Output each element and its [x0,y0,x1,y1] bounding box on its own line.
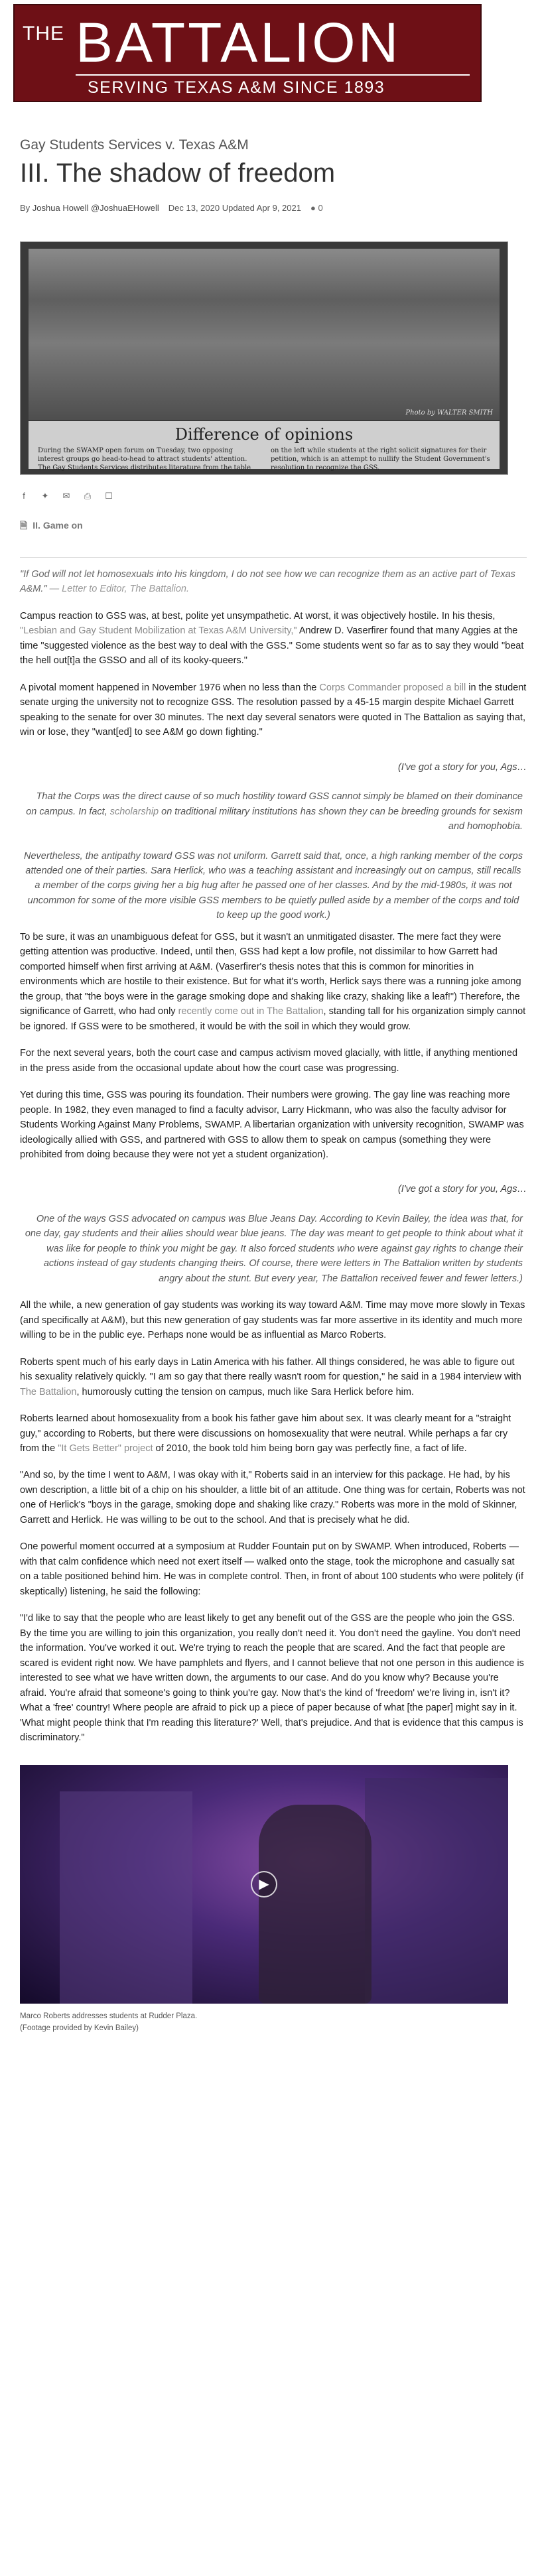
masthead-tagline: SERVING TEXAS A&M SINCE 1893 [88,78,385,97]
masthead-the: THE [23,23,64,44]
paragraph-text: To be sure, it was an unambiguous defeat for GSS, but it wasn't an unmitigated disaster. The mere fact they were getting attention was productive. Indeed, until then, GSS had kept a low profile, not dissimilar to how Garrett had comported himself when first arriving at A&M. (Vaserfirer's thesis notes that this is common for minorities in environments which are hostile to their existence. But for what it's worth, Herlick says there was a running joke among the group, that "the boys were in the garage smoking dope and shaking like crazy, shaking like a leaf!") Therefore, the significance of Garrett, who had only [20,931,521,1017]
paragraph: "And so, by the time I went to A&M, I was okay with it," Roberts said in an interview for this package. He had, by his own description, a little bit of a chip on his shoulder, a little bit of an attitude. One thing was for certain, Roberts was not one of Herlick's "boys in the garage, smoking dope and shaking like crazy." Roberts was more in the mold of Skinner, Garrett and Herlick. He was willing to be out to the school. And that is precisely what he did. [20,1470,525,1525]
document-icon: 🗎 [20,520,28,531]
paragraph-text: Andrew D. Vaserfirer found that many Aggies at the time "suggested violence as the best way to deal with the GSS." Some students went so far as to say they would "beat the hell out[t]a the GSSO and all of its kooky-queers." [20,625,524,667]
email-icon[interactable]: ✉ [62,491,70,501]
paragraph-text: Roberts learned about homosexuality from a book his father gave him about sex. It was clearly meant for a "straight guy," according to Roberts, but there were discussions on homosexuality that were neutral. While perhaps a far cry from the [20,1413,511,1454]
article-kicker[interactable]: Gay Students Services v. Texas A&M [20,137,249,153]
paragraph-text: of 2010, the book told him being born gay was perfectly fine, a fact of life. [153,1443,467,1454]
video-background-shape [365,1778,508,2004]
masthead-name: BATTALION [76,11,401,74]
divider [20,557,527,558]
masthead-rule [76,74,470,76]
video-caption-text: Marco Roberts addresses students at Rudder Plaza. [20,2012,198,2021]
intro-quote-source[interactable]: — Letter to Editor, The Battalion. [49,584,190,595]
byline [20,202,527,215]
share-bar [20,489,527,503]
comment-icon: ● [310,203,316,213]
video-background-shape [60,1791,192,2004]
article-title: III. The shadow of freedom [20,159,336,188]
paragraph-text: That the Corps was the direct cause of so much hostility toward GSS cannot simply be blamed on their dominance on campus. In fact, [26,791,523,817]
intro-quote [20,567,527,597]
photo-scene [29,249,500,420]
paragraph: All the while, a new generation of gay students was working its way toward A&M. Time may move more slowly in Texas (and specifically at A&M), but this new generation of gay students was far more assertive in its identity and much more willing to be in the public eye. Perhaps none would be as influential as Marco Roberts. [20,1300,525,1341]
paragraph-text: A pivotal moment happened in November 1976 when no less than the [20,682,320,693]
masthead-logo[interactable] [13,4,482,102]
paragraph [20,680,527,740]
paragraph: For the next several years, both the court case and campus activism moved glacially, with little, if anything mentioned in the press aside from the occasional update about how the court case was progressing. [20,1048,518,1074]
photo-credit: Photo by WALTER SMITH [405,409,493,417]
paragraph [20,1355,527,1399]
paragraph [20,1411,527,1456]
comments-count[interactable] [310,202,323,215]
print-icon[interactable]: ⎙ [84,491,92,501]
thesis-link[interactable]: "Lesbian and Gay Student Mobilization at Texas A&M University," [20,625,297,637]
paragraph: "I'd like to say that the people who are least likely to get any benefit out of the GSS are the people who join the GSS. By the time you are willing to join this organization, you really don't need it. You don't need the gayline. You don't need the information. You've worked it out. We're trying to reach the people that are scared. And the fact that people are scared is evident right now. We have pamphlets and flyers, and I cannot believe that not one person in this audience is interested to see what we have written down, the arguments to our case. And do you know why? Because you're afraid. You're afraid that someone's going to think you're gay. Now that's the kind of 'freedom' we're living in, isn't it? What a 'free' country! Where people are afraid to pick up a piece of paper because of what [the paper] might say in it. 'What might people think that I'm reading this literature?' Well, that's prejudice. And that is evidence that this campus is discriminatory." [20,1613,524,1743]
video-speaker-shape [259,1805,371,2004]
photo-caption-text [29,444,500,475]
paragraph-text: Campus reaction to GSS was, at best, polite yet unsympathetic. At worst, it was objectively hostile. In his thesis, [20,610,496,621]
section-heading [20,519,527,533]
paragraph: One powerful moment occurred at a symposium at Rudder Fountain put on by SWAMP. When introduced, Roberts — with that calm confidence which need not exert itself — walked onto the stage, took the microphone and casually sat on a table positioned behind him. He was in complete control. Then, in front of about 100 students who were politely (if skeptically) listening, he said the following: [20,1541,524,1597]
paragraph-text: , humorously cutting the tension on campus, much like Sara Herlick before him. [76,1386,414,1397]
twitter-icon[interactable]: ✦ [41,491,49,501]
photo-caption-right: on the left while students at the right solicit signatures for their petition, which is an attempt to nullify the Student Government's resolution to recognize the GSS. [271,447,490,472]
byline-date: Dec 13, 2020 Updated Apr 9, 2021 [168,203,301,213]
bookmark-icon[interactable]: ☐ [105,491,113,501]
paragraph [20,930,527,1034]
it-gets-better-link[interactable]: "It Gets Better" project [58,1443,153,1454]
scholarship-link[interactable]: scholarship [109,806,159,817]
article-body [0,137,540,2034]
come-out-link[interactable]: recently come out in The Battalion [178,1006,324,1017]
corps-bill-link[interactable]: Corps Commander proposed a bill [319,682,466,693]
photo-caption-left: During the SWAMP open forum on Tuesday, two opposing interest groups go head-to-head to attract students' attention. The Gay Students Services distributes literature from the table [38,447,251,472]
story-aside: (I've got a story for you, Ags… [397,761,527,773]
section-title: II. Game on [33,520,83,531]
pull-paragraph [20,789,527,834]
story-aside: (I've got a story for you, Ags… [397,1184,527,1195]
paragraph-text: , standing tall for his organization simply cannot be ignored. If GSS were to be smothered, it would be with the soil in which they would grow. [20,1006,526,1032]
byline-author[interactable]: Joshua Howell @JoshuaEHowell [32,203,159,213]
paragraph [20,609,527,669]
photo-caption-title: Difference of opinions [174,425,354,444]
paragraph-text: in the student senate urging the university not to recognize GSS. The resolution passed by a 45-15 margin despite Michael Garrett speaking to the senate for over 30 minutes. The next day several senators were quoted in The Battalion as saying that, win or lose, they "want[ed] to see A&M go down fighting." [20,682,527,738]
lead-photo[interactable] [20,241,508,475]
battalion-link[interactable]: The Battalion [20,1386,77,1397]
video-player[interactable] [20,1765,508,2004]
byline-author-wrap [20,202,159,215]
intro-quote-text: "If God will not let homosexuals into his kingdom, I do not see how we can recognize them as an active part of Texas A&M." [20,568,515,595]
paragraph-text: on traditional military institutions has shown they can be breeding grounds for sexism and homophobia. [159,806,523,832]
play-icon[interactable]: ▶ [251,1871,277,1898]
video-credit: (Footage provided by Kevin Bailey) [20,2024,139,2033]
video-caption [20,2010,527,2034]
photo-caption-block [29,421,500,472]
byline-prefix: By [20,203,31,213]
facebook-icon[interactable]: f [23,491,25,501]
paragraph: Yet during this time, GSS was pouring its foundation. Their numbers were growing. The gay line was reaching more people. In 1982, they even managed to find a faculty advisor, Larry Hickmann, who was also the faculty advisor for Students Working Against Many Problems, SWAMP. A libertarian organization with university recognition, SWAMP was ideologically allied with GSS, and partnered with GSS to allow them to speak on campus (something they were prohibited from doing because they were not yet a student organization). [20,1090,524,1160]
pull-paragraph: One of the ways GSS advocated on campus was Blue Jeans Day. According to Kevin Bailey, the idea was that, for one day, gay students and their allies should wear blue jeans. The day was meant to get people to think about what it was like for people to think you might be gay. It also forced students who were against gay rights to change their actions instead of gay students changing theirs. Of course, there were letters in The Battalion written by students angry about the stunt. But every year, The Battalion received fewer and fewer letters.) [25,1213,523,1284]
pull-paragraph: Nevertheless, the antipathy toward GSS was not uniform. Garrett said that, once, a high ranking member of the corps attended one of their parties. Sara Herlick, who was a teaching assistant and increasingly out on campus, still recalls a member of the corps giving her a big hug after he passed one of her classes. And by the mid-1980s, it was not uncommon for some of the more visible GSS members to be quietly pulled aside by a member of the corps and told to keep up the good work.) [24,850,523,921]
paragraph-text: Roberts spent much of his early days in Latin America with his father. All things considered, he was able to figure out his sexuality relatively quickly. "I am so gay that there really wasn't room for question," he said in a 1984 interview with [20,1356,521,1383]
comments-count-value: 0 [318,203,323,213]
